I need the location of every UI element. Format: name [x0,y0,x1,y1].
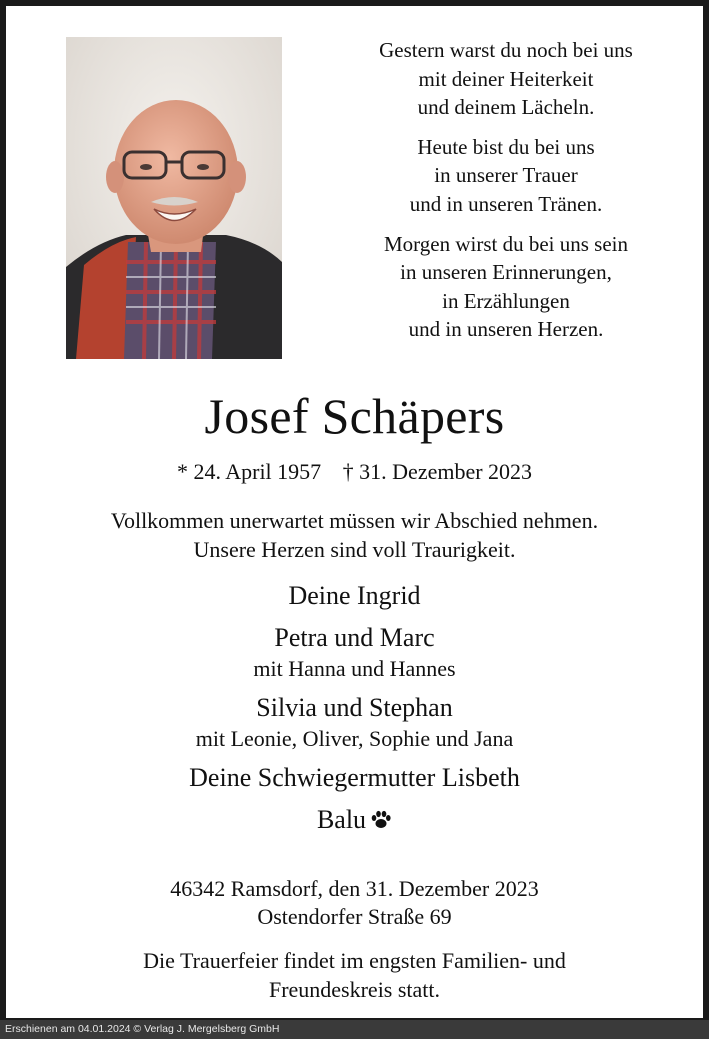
poem-line: Heute bist du bei uns [417,134,595,159]
poem [326,36,686,355]
poem-line: und in unseren Tränen. [409,191,603,216]
portrait-photo [66,37,282,359]
publication-footer: Erschienen am 04.01.2024 © Verlag J. Mergelsberg GmbH [0,1020,709,1039]
death-date: † 31. Dezember 2023 [342,459,533,484]
funeral-service-note [6,946,703,1004]
poem-line: Gestern warst du noch bei uns [379,38,633,62]
family-names: Petra und Marc [274,623,435,652]
family-children: mit Hanna und Hannes [253,656,456,681]
service-line: Freundeskreis statt. [268,977,441,1002]
family-names: Silvia und Stephan [256,693,453,722]
address-line: 46342 Ramsdorf, den 31. Dezember 2023 [170,876,539,901]
deceased-name: Josef Schäpers [204,388,505,444]
poem-line: Morgen wirst du bei uns sein [383,231,628,256]
address-line: Ostendorfer Straße 69 [257,904,452,929]
poem-line: mit deiner Heiterkeit [418,66,594,91]
portrait-illustration [66,37,282,359]
poem-line: und in unseren Herzen. [408,317,604,342]
poem-stanza [326,133,686,219]
service-line: Die Trauerfeier findet im engsten Familien- und [143,948,566,973]
address [6,875,703,931]
mourner-family [6,691,703,753]
paw-icon [370,809,392,831]
mourner-wife: Deine Ingrid [288,581,421,610]
poem-line: in Erzählungen [442,288,570,313]
poem-stanza [326,230,686,344]
message-line: Unsere Herzen sind voll Traurigkeit. [193,537,516,562]
mourner-pet [6,803,703,837]
mourner-mother-in-law: Deine Schwiegermutter Lisbeth [189,763,520,792]
mourner-family [6,621,703,683]
message-line: Vollkommen unerwartet müssen wir Abschied nehmen. [110,508,599,533]
pet-name: Balu [316,805,367,834]
farewell-message [6,506,703,564]
birth-date: * 24. April 1957 [176,459,322,484]
poem-line: in unseren Erinnerungen, [400,260,612,285]
poem-line: und deinem Lächeln. [417,95,595,120]
family-children: mit Leonie, Oliver, Sophie und Jana [195,726,514,751]
mourners-list [6,579,703,845]
poem-stanza [326,36,686,122]
obituary-card [6,6,703,1018]
poem-line: in unserer Trauer [434,163,578,188]
life-dates [6,458,703,486]
